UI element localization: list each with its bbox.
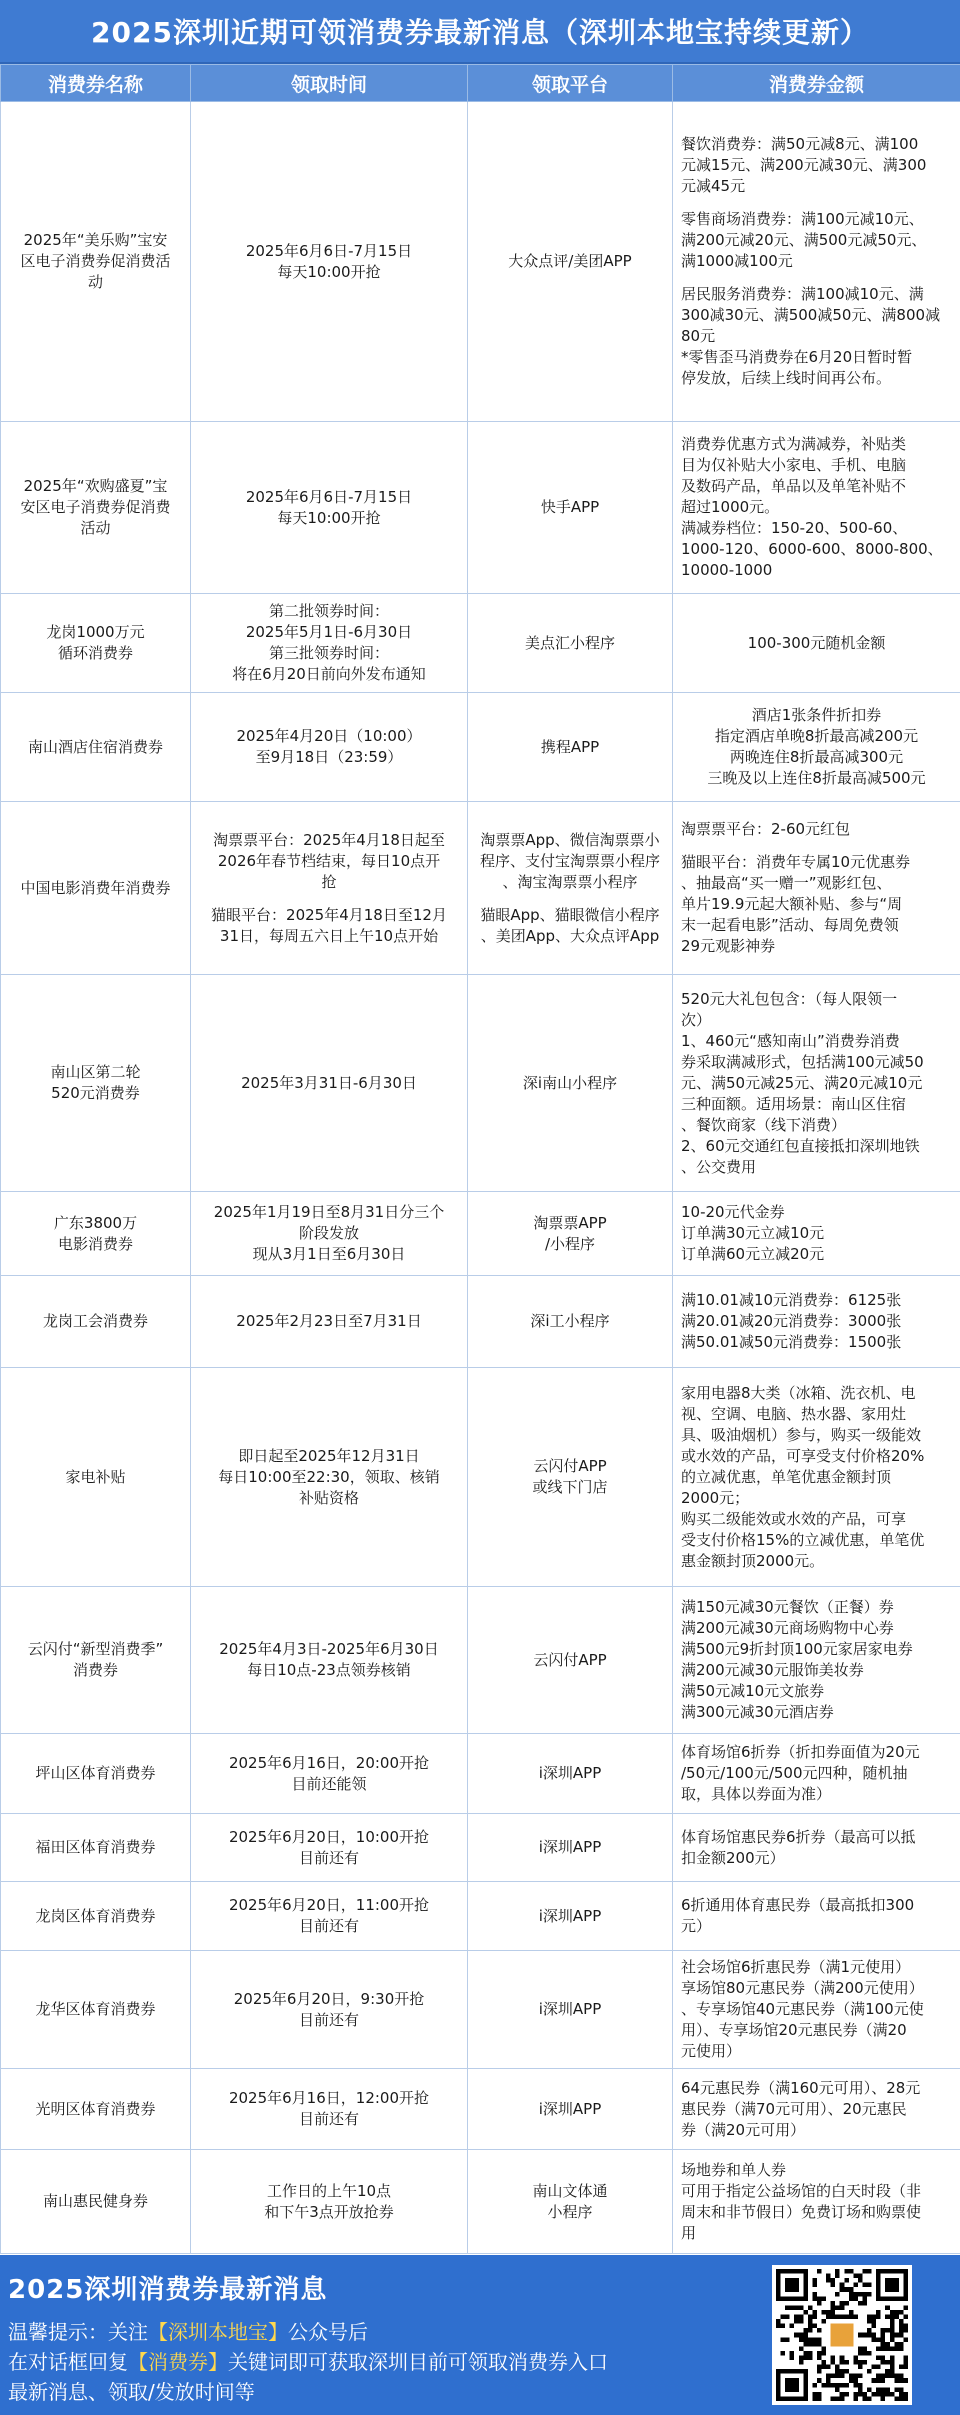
cell-line: 社会场馆6折惠民券（满1元使用） bbox=[681, 1958, 911, 1976]
page-title: 2025深圳近期可领消费券最新消息（深圳本地宝持续更新） bbox=[0, 0, 960, 64]
footer-tip bbox=[8, 2317, 728, 2407]
cell-line: 1000-120、6000-600、8000-800、 bbox=[681, 540, 943, 558]
cell-line: /小程序 bbox=[544, 1234, 596, 1253]
cell-line: 2025年2月23日至7月31日 bbox=[236, 1312, 422, 1330]
coupon-name-cell bbox=[1, 975, 191, 1192]
cell-line: 满20.01减20元消费券：3000张 bbox=[681, 1312, 902, 1330]
table-row bbox=[1, 802, 960, 975]
footer-tip-line-1 bbox=[8, 2317, 728, 2347]
footer-tip-line-3: 最新消息、领取/发放时间等 bbox=[8, 2380, 255, 2404]
coupon-name-cell bbox=[1, 1276, 191, 1368]
column-header: 消费券金额 bbox=[673, 65, 960, 102]
cell-line: 满50.01减50元消费券：1500张 bbox=[681, 1333, 902, 1351]
cell-line: 受支付价格15%的立减优惠，单笔优 bbox=[681, 1530, 925, 1549]
cell-line: 第三批领券时间： bbox=[268, 644, 389, 662]
claim-time-cell bbox=[191, 2150, 468, 2254]
qr-code-graphic bbox=[776, 2269, 908, 2401]
cell-line: 家用电器8大类（冰箱、洗衣机、电 bbox=[681, 1383, 916, 1402]
claim-time-cell bbox=[191, 1814, 468, 1882]
table-row bbox=[1, 1951, 960, 2069]
platform-cell bbox=[468, 1734, 673, 1814]
cell-line: 龙华区体育消费券 bbox=[35, 2000, 156, 2018]
cell-line: 、专享场馆40元惠民券（满100元使 bbox=[681, 2000, 924, 2018]
column-header: 领取平台 bbox=[468, 65, 673, 102]
cell-line: 2000元； bbox=[681, 1488, 750, 1507]
cell-line: 2025年4月3日-2025年6月30日 bbox=[219, 1640, 439, 1658]
cell-line: 6折通用体育惠民券（最高抵扣300 bbox=[681, 1896, 915, 1914]
cell-line: 、淘宝淘票票小程序 bbox=[502, 872, 638, 891]
platform-cell bbox=[468, 1368, 673, 1587]
coupon-table bbox=[0, 64, 960, 2254]
cell-line: 南山酒店住宿消费券 bbox=[27, 737, 163, 756]
claim-time-cell bbox=[191, 1734, 468, 1814]
platform-cell bbox=[468, 422, 673, 594]
cell-line: 或水效的产品，可享受支付价格20% bbox=[681, 1446, 925, 1465]
platform-cell bbox=[468, 802, 673, 975]
claim-time-cell bbox=[191, 1882, 468, 1951]
cell-line: 满10.01减10元消费券：6125张 bbox=[681, 1291, 902, 1309]
cell-line: 扣金额200元） bbox=[681, 1848, 785, 1867]
cell-line: 2025年4月20日（10:00） bbox=[236, 727, 422, 745]
cell-line: 、餐饮商家（线下消费） bbox=[681, 1115, 847, 1134]
cell-line: 惠民券（满70元可用）、20元惠民 bbox=[681, 2099, 907, 2118]
cell-line: 520元消费券 bbox=[51, 1084, 140, 1102]
platform-cell bbox=[468, 594, 673, 693]
amount-cell bbox=[673, 1276, 960, 1368]
cell-line: 取，具体以券面为准） bbox=[681, 1785, 832, 1803]
claim-time-cell bbox=[191, 1276, 468, 1368]
claim-time-cell bbox=[191, 1951, 468, 2069]
cell-line: 安区电子消费券促消费 bbox=[20, 498, 171, 516]
column-header: 领取时间 bbox=[191, 65, 468, 102]
cell-line: 满200元减20元、满500元减50元、 bbox=[681, 231, 927, 249]
platform-cell bbox=[468, 102, 673, 422]
cell-line: 元使用） bbox=[681, 2042, 742, 2060]
cell-line: 猫眼平台：消费年专属10元优惠券 bbox=[681, 853, 911, 871]
cell-line: 满150元减30元餐饮（正餐）券 bbox=[681, 1598, 894, 1616]
table-row bbox=[1, 1587, 960, 1734]
table-row bbox=[1, 422, 960, 594]
table-row bbox=[1, 1734, 960, 1814]
cell-line: 单片19.9元起大额补贴、参与“周 bbox=[681, 895, 903, 913]
coupon-name-cell bbox=[1, 1734, 191, 1814]
amount-cell bbox=[673, 1734, 960, 1814]
platform-cell bbox=[468, 1882, 673, 1951]
cell-line: 超过1000元。 bbox=[681, 498, 780, 516]
footer-tip-line-2 bbox=[8, 2347, 728, 2377]
cell-line: 2、60元交通红包直接抵扣深圳地铁 bbox=[681, 1136, 920, 1155]
cell-line: /50元/100元/500元四种，随机抽 bbox=[681, 1764, 908, 1782]
table-row bbox=[1, 2150, 960, 2254]
cell-line: 31日，每周五六日上午10点开始 bbox=[219, 926, 439, 945]
claim-time-cell bbox=[191, 975, 468, 1192]
cell-line: 目前还能领 bbox=[291, 1774, 367, 1793]
cell-line: 满200元减30元服饰美妆券 bbox=[681, 1661, 864, 1679]
claim-time-cell bbox=[191, 1587, 468, 1734]
cell-line: 80元 bbox=[681, 327, 716, 345]
qr-code-icon[interactable] bbox=[772, 2265, 912, 2405]
cell-line: 、公交费用 bbox=[681, 1157, 757, 1176]
platform-cell bbox=[468, 1192, 673, 1276]
coupon-name-cell bbox=[1, 1882, 191, 1951]
footer-keyword: 【消费券】 bbox=[128, 2350, 228, 2374]
platform-cell bbox=[468, 2069, 673, 2150]
cell-line: 光明区体育消费券 bbox=[35, 2099, 156, 2118]
cell-line: 第二批领券时间： bbox=[268, 602, 389, 620]
cell-line: 64元惠民券（满160元可用）、28元 bbox=[681, 2078, 921, 2097]
cell-line: 元、满50元减25元、满20元减10元 bbox=[681, 1073, 923, 1092]
cell-line: 10000-1000 bbox=[681, 561, 773, 579]
claim-time-cell bbox=[191, 2069, 468, 2150]
cell-line: 或线下门店 bbox=[532, 1478, 608, 1496]
coupon-name-cell bbox=[1, 1587, 191, 1734]
amount-cell bbox=[673, 102, 960, 422]
table-row bbox=[1, 594, 960, 693]
cell-line: 淘票票平台：2-60元红包 bbox=[681, 820, 851, 838]
cell-line: 购买二级能效或水效的产品，可享 bbox=[681, 1509, 907, 1528]
cell-line: 循环消费券 bbox=[57, 644, 133, 662]
table-row bbox=[1, 975, 960, 1192]
table-row bbox=[1, 102, 960, 422]
cell-line: i深圳APP bbox=[538, 2099, 602, 2118]
cell-line: i深圳APP bbox=[538, 1906, 602, 1925]
cell-line: 1、460元“感知南山”消费券消费 bbox=[681, 1031, 900, 1050]
cell-line: 餐饮消费券：满50元减8元、满100 bbox=[681, 135, 919, 153]
cell-line: 快手APP bbox=[540, 498, 600, 516]
cell-line: 三种面额。适用场景：南山区住宿 bbox=[681, 1094, 907, 1113]
platform-cell bbox=[468, 1951, 673, 2069]
cell-line: 深i南山小程序 bbox=[522, 1073, 618, 1092]
cell-line: 元减45元 bbox=[681, 177, 746, 195]
cell-line: 2025年3月31日-6月30日 bbox=[241, 1073, 417, 1092]
cell-line bbox=[199, 893, 459, 905]
cell-line: 云闪付APP bbox=[533, 1457, 607, 1475]
cell-line: 目前还有 bbox=[298, 2010, 359, 2029]
footer-line2-suffix: 关键词即可获取深圳目前可领取消费券入口 bbox=[228, 2350, 608, 2374]
cell-line: 2025年1月19日至8月31日分三个 bbox=[213, 1203, 445, 1221]
cell-line: 具、吸油烟机）参与，购买一级能效 bbox=[681, 1425, 922, 1444]
cell-line bbox=[681, 272, 952, 284]
cell-line: 周末和非节假日）免费订场和购票使 bbox=[681, 2202, 922, 2221]
amount-cell bbox=[673, 1882, 960, 1951]
cell-line: 龙岗工会消费券 bbox=[42, 1312, 148, 1330]
table-body bbox=[1, 102, 960, 2254]
cell-line: 中国电影消费年消费券 bbox=[20, 878, 171, 897]
cell-line: 广东3800万 bbox=[53, 1213, 138, 1232]
cell-line: 及数码产品，单品以及单笔补贴不 bbox=[681, 477, 907, 495]
claim-time-cell bbox=[191, 102, 468, 422]
cell-line: 南山文体通 bbox=[532, 2181, 608, 2200]
coupon-name-cell bbox=[1, 1368, 191, 1587]
cell-line: 现从3月1日至6月30日 bbox=[252, 1245, 406, 1263]
footer-account-name: 【深圳本地宝】 bbox=[148, 2320, 288, 2344]
amount-cell bbox=[673, 1368, 960, 1587]
claim-time-cell bbox=[191, 693, 468, 802]
cell-line: 南山区第二轮 bbox=[50, 1063, 141, 1081]
cell-line: 可用于指定公益场馆的白天时段（非 bbox=[681, 2181, 922, 2200]
platform-cell bbox=[468, 1814, 673, 1882]
cell-line bbox=[681, 840, 952, 852]
cell-line: 满1000减100元 bbox=[681, 252, 793, 270]
cell-line: 2025年6月6日-7月15日 bbox=[245, 487, 413, 506]
cell-line: 至9月18日（23:59） bbox=[255, 748, 403, 766]
cell-line: 每日10:00至22:30，领取、核销 bbox=[218, 1467, 440, 1486]
cell-line: 场地券和单人券 bbox=[681, 2160, 787, 2179]
cell-line: 补贴资格 bbox=[298, 1488, 359, 1507]
claim-time-cell bbox=[191, 1192, 468, 1276]
cell-line: 体育场馆惠民券6折券（最高可以抵 bbox=[681, 1827, 916, 1846]
cell-line: 目前还有 bbox=[298, 1848, 359, 1867]
cell-line: 小程序 bbox=[547, 2202, 593, 2221]
amount-cell bbox=[673, 422, 960, 594]
column-header: 消费券名称 bbox=[1, 65, 191, 102]
coupon-name-cell bbox=[1, 2069, 191, 2150]
cell-line: 2026年春节档结束，每日10点开 bbox=[217, 851, 441, 870]
platform-cell bbox=[468, 975, 673, 1192]
cell-line: 淘票票APP bbox=[533, 1213, 607, 1232]
cell-line: 消费券优惠方式为满减券，补贴类 bbox=[681, 435, 907, 453]
cell-line: 视、空调、电脑、热水器、家用灶 bbox=[681, 1404, 907, 1423]
table-header-row bbox=[1, 65, 960, 102]
table-row bbox=[1, 1192, 960, 1276]
cell-line: 停发放，后续上线时间再公布。 bbox=[681, 369, 892, 387]
amount-cell bbox=[673, 1951, 960, 2069]
cell-line: i深圳APP bbox=[538, 1764, 602, 1782]
cell-line: 阶段发放 bbox=[298, 1224, 359, 1242]
amount-cell bbox=[673, 802, 960, 975]
amount-cell bbox=[673, 693, 960, 802]
cell-line: 每天10:00开抢 bbox=[277, 508, 381, 527]
cell-line: 订单满60元立减20元 bbox=[681, 1245, 825, 1263]
cell-line: *零售歪马消费券在6月20日暂时暂 bbox=[681, 348, 913, 366]
amount-cell bbox=[673, 1192, 960, 1276]
cell-line: 居民服务消费券：满100减10元、满 bbox=[681, 285, 924, 303]
table-row bbox=[1, 693, 960, 802]
cell-line: 和下午3点开放抢券 bbox=[264, 2202, 394, 2221]
cell-line: 用 bbox=[681, 2223, 697, 2242]
footer-tip-prefix: 温馨提示：关注 bbox=[8, 2320, 148, 2344]
cell-line: i深圳APP bbox=[538, 1838, 602, 1856]
cell-line: 29元观影神券 bbox=[681, 937, 776, 955]
claim-time-cell bbox=[191, 422, 468, 594]
cell-line: 300减30元、满500减50元、满800减 bbox=[681, 306, 941, 324]
table-row bbox=[1, 1368, 960, 1587]
footer-title: 2025深圳消费券最新消息 bbox=[8, 2275, 328, 2305]
cell-line: 抢 bbox=[321, 872, 337, 891]
cell-line: 惠金额封顶2000元。 bbox=[681, 1551, 825, 1570]
cell-line: 深i工小程序 bbox=[530, 1312, 610, 1330]
coupon-name-cell bbox=[1, 1951, 191, 2069]
platform-cell bbox=[468, 1276, 673, 1368]
platform-cell bbox=[468, 693, 673, 802]
cell-line: 工作日的上午10点 bbox=[266, 2181, 392, 2200]
cell-line: 酒店1张条件折扣券 bbox=[751, 706, 882, 724]
amount-cell bbox=[673, 1814, 960, 1882]
cell-line: i深圳APP bbox=[538, 2000, 602, 2018]
footer-line2-prefix: 在对话框回复 bbox=[8, 2350, 128, 2374]
cell-line: 消费券 bbox=[72, 1661, 118, 1679]
cell-line: 目前还有 bbox=[298, 1917, 359, 1935]
cell-line: 券采取满减形式，包括满100元减50 bbox=[681, 1052, 924, 1071]
cell-line: 美点汇小程序 bbox=[524, 633, 615, 652]
cell-line: 2025年6月16日，12:00开抢 bbox=[228, 2089, 430, 2107]
coupon-name-cell bbox=[1, 102, 191, 422]
cell-line: 2025年6月16日，20:00开抢 bbox=[228, 1753, 430, 1772]
cell-line: 云闪付APP bbox=[533, 1650, 607, 1669]
cell-line: 猫眼App、猫眼微信小程序 bbox=[480, 905, 660, 924]
cell-line: 100-300元随机金额 bbox=[747, 633, 886, 652]
table-row bbox=[1, 1276, 960, 1368]
cell-line: 满200元减30元商场购物中心券 bbox=[681, 1619, 894, 1637]
cell-line: 大众点评/美团APP bbox=[508, 252, 632, 270]
cell-line bbox=[681, 197, 952, 209]
cell-line: 程序、支付宝淘票票小程序 bbox=[479, 851, 660, 870]
platform-cell bbox=[468, 1587, 673, 1734]
cell-line: 2025年6月20日，9:30开抢 bbox=[233, 1989, 425, 2008]
cell-line: 满减券档位：150-20、500-60、 bbox=[681, 519, 908, 537]
table-row bbox=[1, 2069, 960, 2150]
cell-line: 将在6月20日前向外发布通知 bbox=[232, 665, 426, 683]
cell-line: 区电子消费券促消费活 bbox=[20, 252, 171, 270]
amount-cell bbox=[673, 2150, 960, 2254]
cell-line: 目为仅补贴大小家电、手机、电脑 bbox=[681, 456, 907, 474]
table-row bbox=[1, 1882, 960, 1951]
cell-line: 猫眼平台：2025年4月18日至12月 bbox=[211, 905, 447, 924]
cell-line: 2025年6月6日-7月15日 bbox=[245, 241, 413, 260]
claim-time-cell bbox=[191, 1368, 468, 1587]
cell-line: 2025年“美乐购”宝安 bbox=[23, 231, 168, 249]
table-row bbox=[1, 1814, 960, 1882]
cell-line: 末一起看电影”活动、每周免费领 bbox=[681, 916, 899, 934]
cell-line: 每天10:00开抢 bbox=[277, 262, 381, 281]
cell-line: 2025年6月20日，10:00开抢 bbox=[228, 1827, 430, 1846]
cell-line bbox=[476, 893, 664, 905]
cell-line: 2025年5月1日-6月30日 bbox=[245, 623, 413, 641]
coupon-name-cell bbox=[1, 693, 191, 802]
cell-line: 家电补贴 bbox=[65, 1467, 126, 1486]
cell-line: 满500元9折封顶100元家居家电券 bbox=[681, 1640, 913, 1658]
claim-time-cell bbox=[191, 802, 468, 975]
cell-line: 2025年“欢购盛夏”宝 bbox=[23, 477, 168, 495]
cell-line: 享场馆80元惠民券（满200元使用） bbox=[681, 1979, 924, 1997]
amount-cell bbox=[673, 594, 960, 693]
cell-line: 零售商场消费券：满100元减10元、 bbox=[681, 210, 924, 228]
cell-line: 体育场馆6折券（折扣券面值为20元 bbox=[681, 1743, 920, 1761]
cell-line: 云闪付“新型消费季” bbox=[27, 1640, 164, 1658]
cell-line: 每日10点-23点领券核销 bbox=[247, 1661, 411, 1679]
cell-line: 元） bbox=[681, 1917, 712, 1935]
cell-line: 、抽最高“买一赠一”观影红包、 bbox=[681, 874, 892, 892]
footer-tip-suffix: 公众号后 bbox=[288, 2320, 368, 2344]
cell-line: 指定酒店单晚8折最高减200元 bbox=[714, 727, 919, 745]
cell-line: 、美团App、大众点评App bbox=[480, 926, 660, 945]
cell-line: 满50元减10元文旅券 bbox=[681, 1682, 825, 1700]
cell-line: 龙岗1000万元 bbox=[46, 623, 145, 641]
coupon-name-cell bbox=[1, 1192, 191, 1276]
cell-line: 10-20元代金券 bbox=[681, 1203, 785, 1221]
coupon-name-cell bbox=[1, 2150, 191, 2254]
cell-line: 的立减优惠，单笔优惠金额封顶 bbox=[681, 1467, 892, 1486]
coupon-name-cell bbox=[1, 422, 191, 594]
cell-line: 淘票票平台：2025年4月18日起至 bbox=[213, 830, 445, 849]
cell-line: 三晚及以上连住8折最高减500元 bbox=[707, 769, 926, 787]
coupon-name-cell bbox=[1, 594, 191, 693]
coupon-name-cell bbox=[1, 802, 191, 975]
cell-line: 福田区体育消费券 bbox=[35, 1838, 156, 1856]
cell-line: 元减15元、满200元减30元、满300 bbox=[681, 156, 927, 174]
footer-banner bbox=[0, 2255, 960, 2415]
cell-line: 即日起至2025年12月31日 bbox=[238, 1446, 420, 1465]
cell-line: 活动 bbox=[80, 519, 111, 537]
cell-line: 两晚连住8折最高减300元 bbox=[729, 748, 904, 766]
amount-cell bbox=[673, 1587, 960, 1734]
cell-line: 券（满20元可用） bbox=[681, 2120, 806, 2139]
claim-time-cell bbox=[191, 594, 468, 693]
cell-line: 动 bbox=[87, 273, 103, 291]
coupon-name-cell bbox=[1, 1814, 191, 1882]
amount-cell bbox=[673, 975, 960, 1192]
cell-line: 电影消费券 bbox=[57, 1234, 133, 1253]
cell-line: 南山惠民健身券 bbox=[42, 2192, 148, 2210]
cell-line: 520元大礼包包含：（每人限领一 bbox=[681, 989, 898, 1008]
platform-cell bbox=[468, 2150, 673, 2254]
cell-line: 满300元减30元酒店券 bbox=[681, 1703, 834, 1721]
cell-line: 坪山区体育消费券 bbox=[35, 1764, 156, 1782]
amount-cell bbox=[673, 2069, 960, 2150]
cell-line: 订单满30元立减10元 bbox=[681, 1224, 825, 1242]
cell-line: 淘票票App、微信淘票票小 bbox=[480, 830, 660, 849]
cell-line: 用）、专享场馆20元惠民券（满20 bbox=[681, 2021, 907, 2039]
cell-line: 携程APP bbox=[540, 737, 600, 756]
cell-line: 2025年6月20日，11:00开抢 bbox=[228, 1896, 430, 1914]
cell-line: 次） bbox=[681, 1010, 712, 1029]
cell-line: 目前还有 bbox=[298, 2110, 359, 2128]
cell-line: 龙岗区体育消费券 bbox=[35, 1906, 156, 1925]
